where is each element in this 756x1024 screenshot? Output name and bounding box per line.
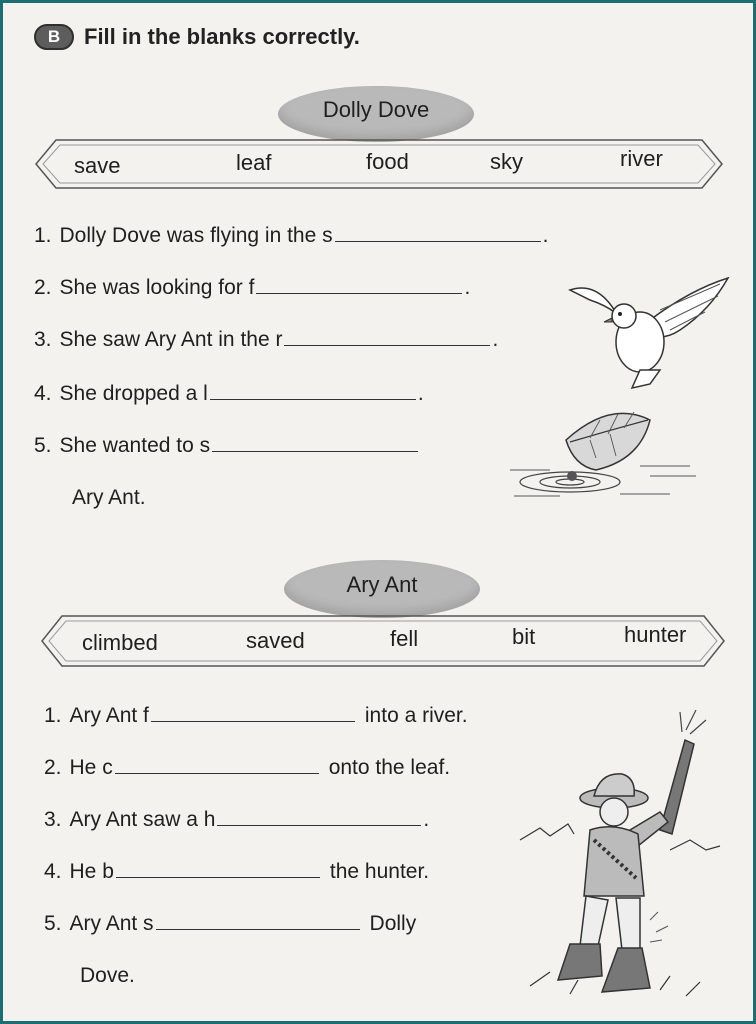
dove-leaf-illustration (500, 270, 740, 520)
s1-sentence-3 (34, 328, 498, 352)
s1-sentence-2 (34, 276, 470, 300)
s2-continuation-text: Dove. (80, 964, 135, 987)
s1-sentence-3-end: . (492, 328, 499, 351)
s2-sentence-2-text: He c (69, 756, 113, 779)
section2-title-oval (284, 560, 480, 618)
s2-sentence-2 (44, 756, 450, 780)
word-save: save (74, 153, 121, 178)
s1-sentence-3-number: 3. (34, 328, 52, 351)
word-hunter: hunter (624, 622, 687, 647)
s2-sentence-4-blank[interactable] (116, 876, 320, 878)
s2-continuation (80, 964, 135, 988)
s1-sentence-5-text: She wanted to s (59, 434, 211, 457)
s2-sentence-5-text: Ary Ant s (69, 912, 154, 935)
s2-sentence-2-blank[interactable] (115, 772, 319, 774)
s2-sentence-1-text: Ary Ant f (69, 704, 149, 727)
word-climbed: climbed (82, 630, 158, 655)
s2-sentence-3 (44, 808, 429, 832)
s1-sentence-4-end: . (417, 382, 424, 405)
s1-sentence-4-blank[interactable] (210, 398, 416, 400)
s1-sentence-2-end: . (464, 276, 471, 299)
s2-sentence-5 (44, 912, 416, 936)
word-sky: sky (490, 149, 523, 174)
s1-continuation (72, 486, 146, 510)
s2-sentence-4-end: the hunter. (329, 860, 430, 883)
s1-sentence-1-blank[interactable] (335, 240, 541, 242)
s1-continuation-text: Ary Ant. (72, 486, 146, 509)
word-food: food (366, 149, 409, 174)
s1-sentence-1-end: . (542, 224, 549, 247)
s2-sentence-1 (44, 704, 468, 728)
s1-sentence-4-number: 4. (34, 382, 52, 405)
s2-sentence-4 (44, 860, 429, 884)
s2-sentence-4-text: He b (69, 860, 114, 883)
section1-title-oval (278, 86, 474, 142)
s2-sentence-4-number: 4. (44, 860, 62, 883)
section1-title: Dolly Dove (322, 97, 430, 122)
instruction-text: Fill in the blanks correctly. (84, 24, 360, 49)
word-leaf: leaf (236, 150, 272, 175)
word-fell: fell (390, 626, 419, 651)
s2-sentence-3-blank[interactable] (217, 824, 421, 826)
section-badge: B (34, 24, 74, 50)
word-bit: bit (512, 624, 536, 649)
s1-sentence-5-blank[interactable] (212, 450, 418, 452)
s2-sentence-2-end: onto the leaf. (328, 756, 451, 779)
s1-sentence-2-blank[interactable] (256, 292, 462, 294)
s1-sentence-2-text: She was looking for f (59, 276, 255, 299)
s1-sentence-1 (34, 224, 548, 248)
s1-sentence-3-blank[interactable] (284, 344, 490, 346)
s1-sentence-5 (34, 434, 420, 458)
exercise-header (34, 24, 360, 50)
s1-sentence-1-number: 1. (34, 224, 52, 247)
s2-sentence-3-end: . (423, 808, 430, 831)
s2-sentence-5-number: 5. (44, 912, 62, 935)
s1-sentence-5-number: 5. (34, 434, 52, 457)
s2-sentence-1-number: 1. (44, 704, 62, 727)
s1-sentence-4 (34, 382, 424, 406)
s2-sentence-5-blank[interactable] (156, 928, 360, 930)
s2-sentence-3-number: 3. (44, 808, 62, 831)
word-river: river (620, 146, 663, 171)
s2-sentence-3-text: Ary Ant saw a h (69, 808, 216, 831)
s1-sentence-2-number: 2. (34, 276, 52, 299)
s1-sentence-1-text: Dolly Dove was flying in the s (59, 224, 333, 247)
section1-word-box (34, 136, 724, 192)
s1-sentence-3-text: She saw Ary Ant in the r (59, 328, 283, 351)
word-saved: saved (246, 628, 305, 653)
s2-sentence-2-number: 2. (44, 756, 62, 779)
s1-sentence-4-text: She dropped a l (59, 382, 208, 405)
s2-sentence-5-end: Dolly (369, 912, 417, 935)
section2-title: Ary Ant (346, 572, 418, 597)
s2-sentence-1-end: into a river. (364, 704, 468, 727)
hunter-illustration (510, 700, 730, 1010)
section2-word-box (40, 612, 726, 670)
s2-sentence-1-blank[interactable] (151, 720, 355, 722)
